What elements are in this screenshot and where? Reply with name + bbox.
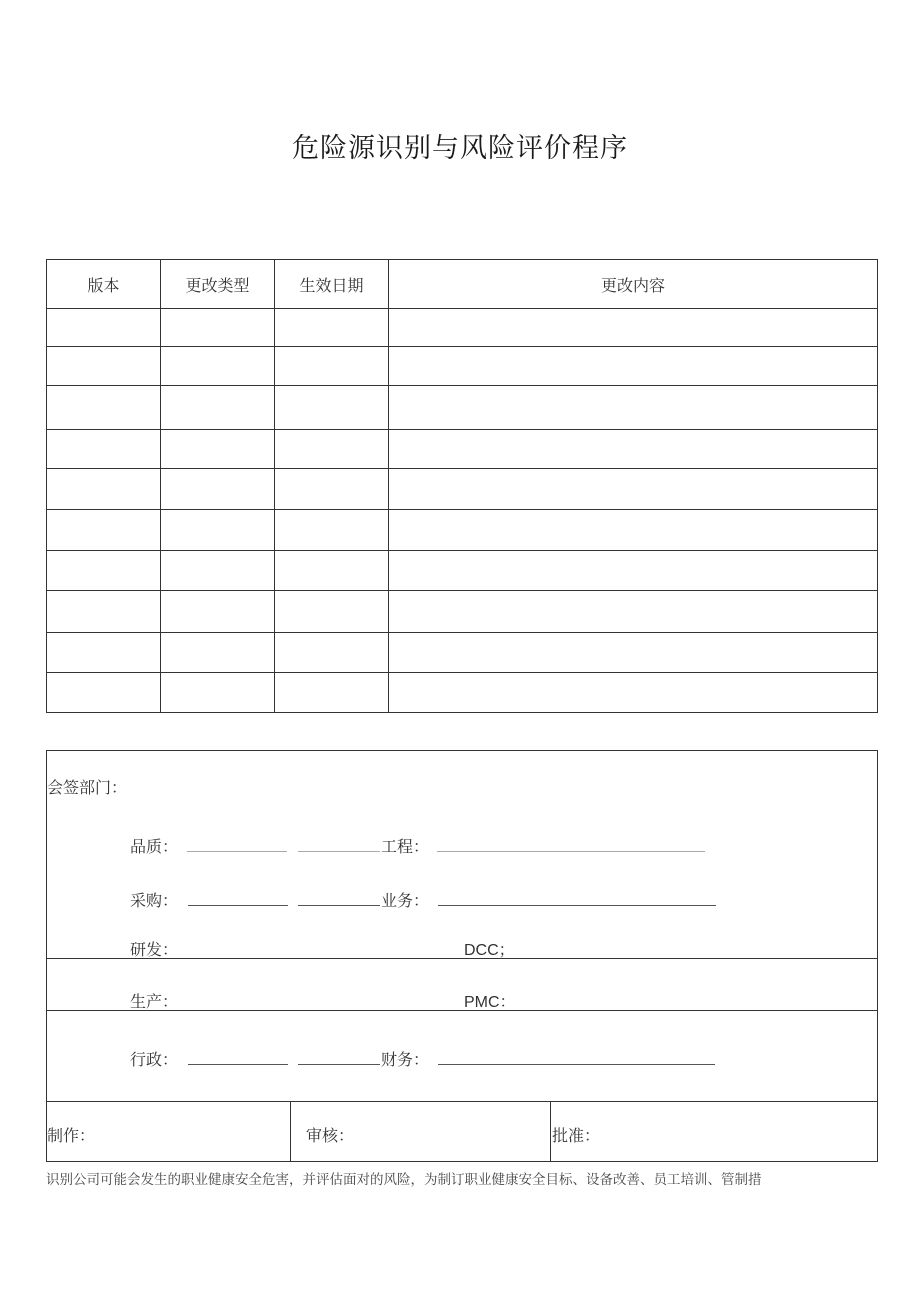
engineering-label: 工程： [381, 837, 430, 856]
table-cell[interactable] [389, 347, 878, 386]
table-cell[interactable] [275, 309, 389, 347]
table-cell[interactable] [161, 430, 275, 469]
table-cell[interactable] [47, 386, 161, 430]
admin-label: 行政： [130, 1050, 179, 1069]
table-cell[interactable] [275, 469, 389, 510]
made-by-label: 制作： [47, 1126, 96, 1145]
table-cell[interactable] [161, 386, 275, 430]
table-cell[interactable] [47, 673, 161, 713]
table-cell[interactable] [275, 591, 389, 633]
table-cell[interactable] [275, 673, 389, 713]
business-label: 业务： [381, 891, 430, 910]
table-row [47, 591, 878, 633]
pmc-label: PMC： [464, 994, 516, 1011]
rnd-label: 研发： [130, 940, 179, 959]
table-cell[interactable] [389, 469, 878, 510]
table-cell[interactable] [275, 551, 389, 591]
table-cell[interactable] [161, 309, 275, 347]
table-row [47, 673, 878, 713]
table-cell[interactable] [275, 386, 389, 430]
table-cell[interactable] [161, 673, 275, 713]
table-cell[interactable] [275, 510, 389, 551]
table-cell[interactable] [161, 633, 275, 673]
table-cell[interactable] [47, 510, 161, 551]
table-cell[interactable] [389, 430, 878, 469]
header-effective-date: 生效日期 [275, 260, 389, 309]
table-cell[interactable] [275, 347, 389, 386]
dcc-label: DCC； [464, 942, 515, 959]
quality-label: 品质： [130, 837, 179, 856]
finance-signature-line[interactable] [438, 1064, 715, 1065]
table-row [47, 469, 878, 510]
admin-signature-line[interactable] [188, 1064, 288, 1065]
countersign-divider-1 [47, 958, 877, 959]
table-cell[interactable] [161, 347, 275, 386]
business-signature-line[interactable] [438, 905, 716, 906]
purchasing-label: 采购： [130, 891, 179, 910]
table-cell[interactable] [389, 386, 878, 430]
table-cell[interactable] [389, 510, 878, 551]
table-cell[interactable] [275, 430, 389, 469]
approved-by-label: 批准： [552, 1126, 601, 1145]
header-version: 版本 [47, 260, 161, 309]
countersign-label: 会签部门： [47, 778, 128, 797]
table-cell[interactable] [47, 633, 161, 673]
table-cell[interactable] [389, 551, 878, 591]
purpose-text: 识别公司可能会发生的职业健康安全危害，并评估面对的风险，为制订职业健康安全目标、设备改善、员工培训、管制措 [46, 1172, 762, 1188]
table-cell[interactable] [47, 469, 161, 510]
quality-signature-line-2[interactable] [298, 851, 380, 852]
countersign-box [46, 750, 878, 1162]
revision-history-table [46, 259, 878, 713]
production-label: 生产： [130, 992, 179, 1011]
engineering-signature-line[interactable] [437, 851, 705, 852]
table-cell[interactable] [161, 510, 275, 551]
revision-table-body [47, 309, 878, 713]
document-title: 危险源识别与风险评价程序 [292, 133, 628, 164]
header-change-type: 更改类型 [161, 260, 275, 309]
table-row [47, 347, 878, 386]
purchasing-signature-line-2[interactable] [298, 905, 380, 906]
table-cell[interactable] [275, 633, 389, 673]
table-cell[interactable] [47, 309, 161, 347]
header-change-content: 更改内容 [389, 260, 878, 309]
table-cell[interactable] [47, 551, 161, 591]
purchasing-signature-line[interactable] [188, 905, 288, 906]
table-row [47, 386, 878, 430]
table-row [47, 430, 878, 469]
finance-label: 财务： [381, 1050, 430, 1069]
approval-divider [47, 1101, 877, 1102]
approval-col-divider-1 [290, 1102, 291, 1162]
table-cell[interactable] [161, 469, 275, 510]
table-cell[interactable] [47, 430, 161, 469]
approval-col-divider-2 [550, 1102, 551, 1162]
table-cell[interactable] [389, 591, 878, 633]
table-row [47, 633, 878, 673]
table-cell[interactable] [389, 309, 878, 347]
table-cell[interactable] [161, 591, 275, 633]
table-cell[interactable] [389, 633, 878, 673]
table-row [47, 551, 878, 591]
table-row [47, 510, 878, 551]
table-cell[interactable] [47, 591, 161, 633]
table-cell[interactable] [161, 551, 275, 591]
countersign-divider-2 [47, 1010, 877, 1011]
table-header-row [47, 260, 878, 309]
table-cell[interactable] [47, 347, 161, 386]
reviewed-by-label: 审核： [306, 1126, 355, 1145]
quality-signature-line[interactable] [187, 851, 287, 852]
table-cell[interactable] [389, 673, 878, 713]
admin-signature-line-2[interactable] [298, 1064, 380, 1065]
table-row [47, 309, 878, 347]
